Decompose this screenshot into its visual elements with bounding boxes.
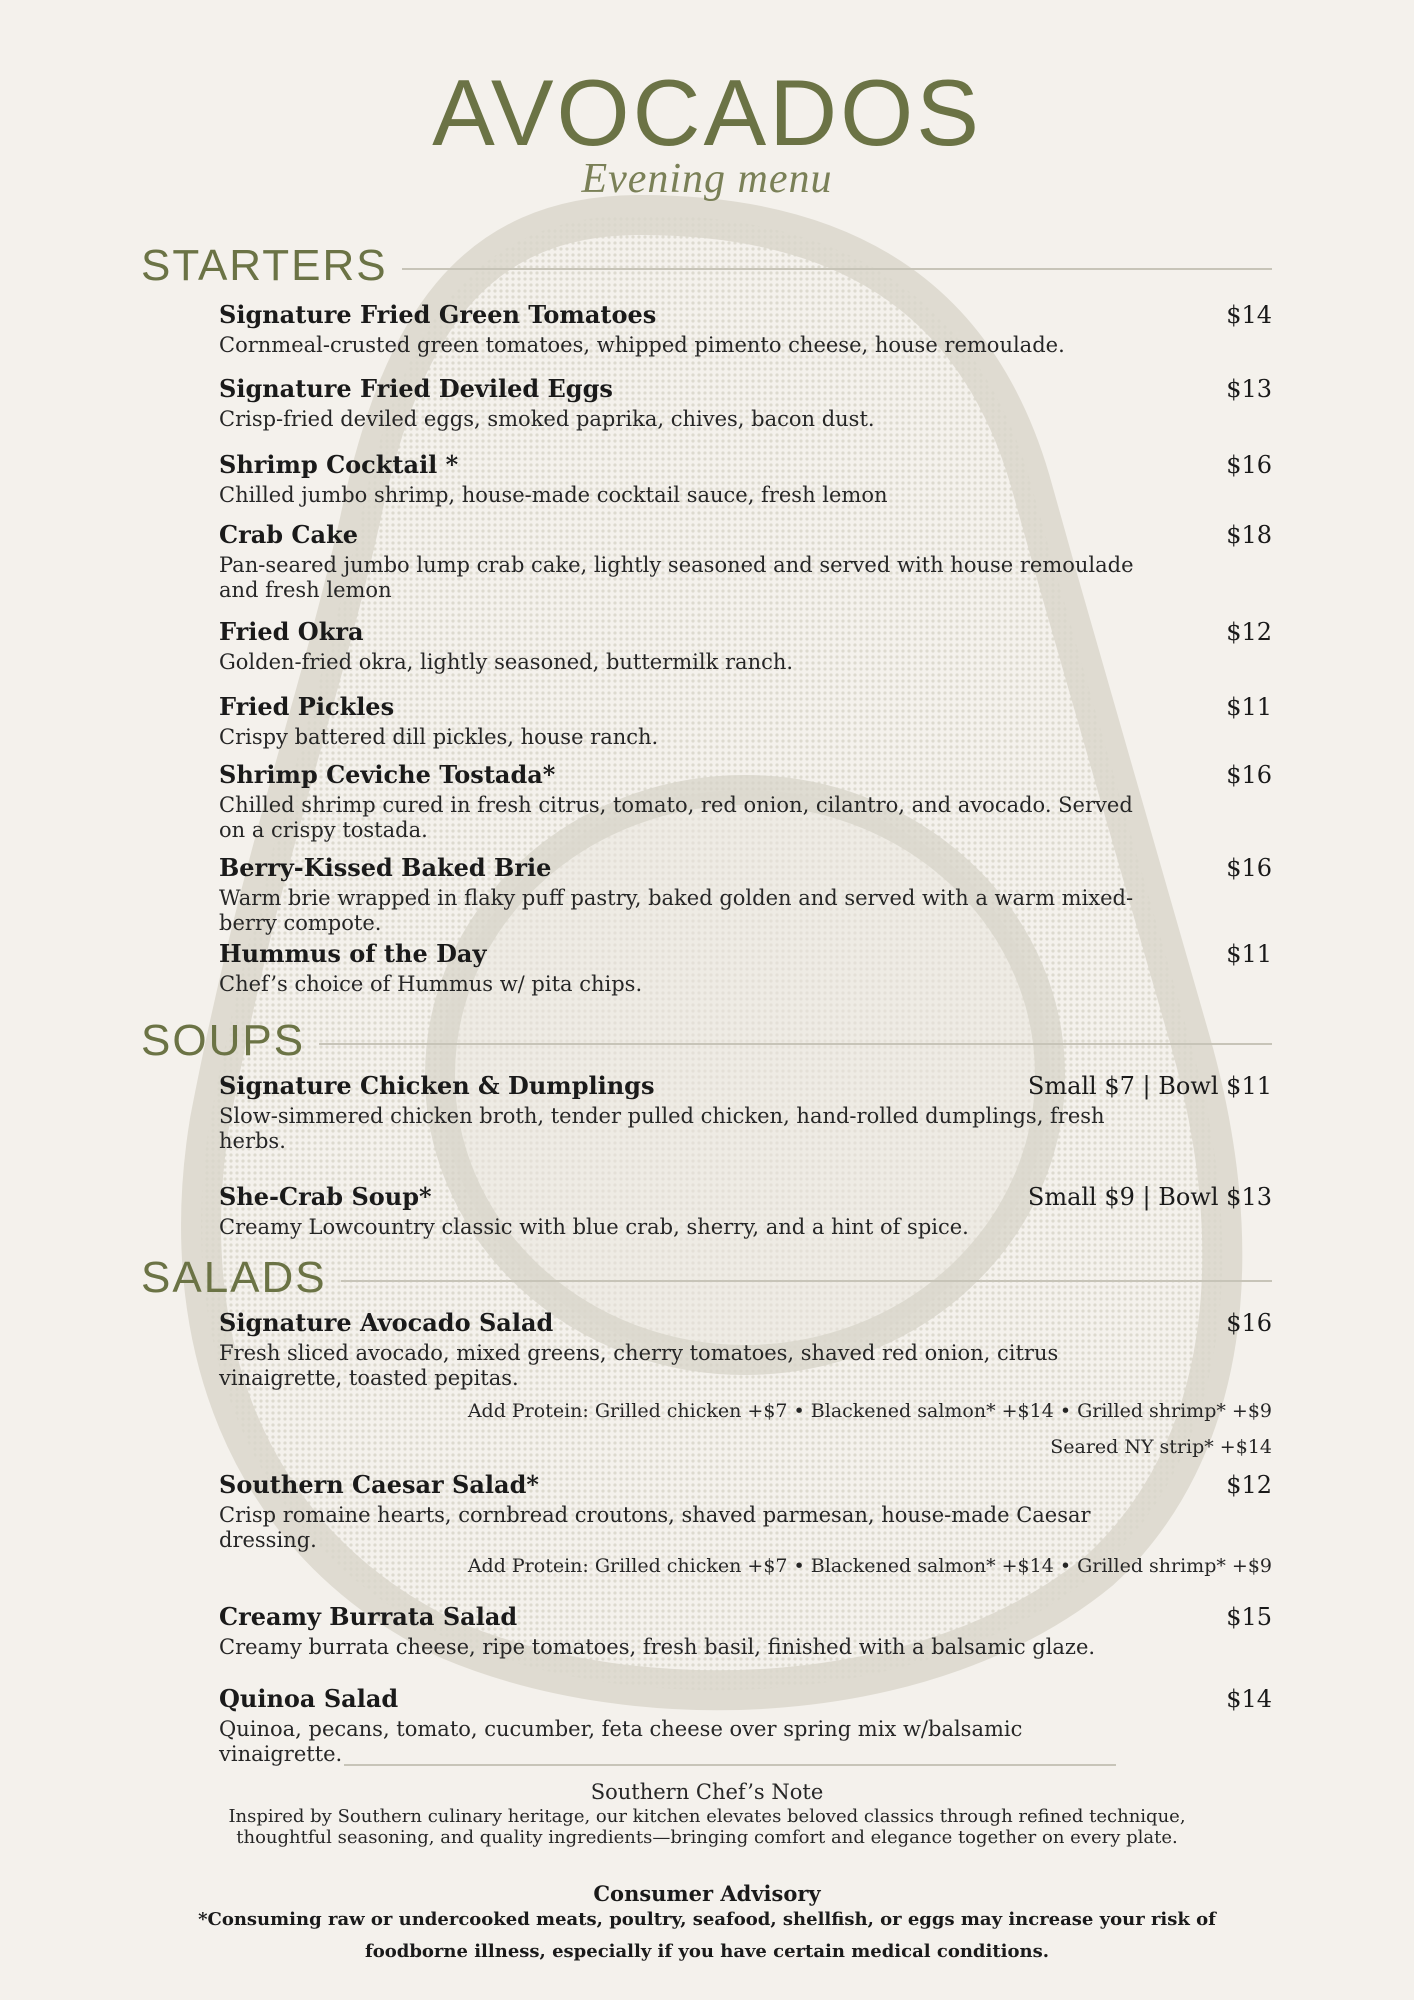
menu-item bbox=[219, 760, 1272, 843]
item-description: Warm brie wrapped in flaky puff pastry, baked golden and served with a warm mixed-berry compote. bbox=[219, 886, 1134, 935]
item-price: $11 bbox=[1226, 693, 1272, 721]
menu-item bbox=[219, 1470, 1272, 1553]
protein-addon: Seared NY strip* +$14 bbox=[1050, 1436, 1272, 1458]
item-description: Fresh sliced avocado, mixed greens, cherry tomatoes, shaved red onion, citrus vinaigrette, toasted pepitas. bbox=[219, 1341, 1059, 1390]
item-name: Hummus of the Day bbox=[219, 939, 487, 968]
menu-item bbox=[219, 692, 1272, 750]
item-price: $14 bbox=[1226, 301, 1272, 329]
menu-item bbox=[219, 1182, 1272, 1240]
item-price: $14 bbox=[1226, 1685, 1272, 1713]
section-header-starters bbox=[141, 242, 1272, 290]
section-title: STARTERS bbox=[141, 241, 388, 290]
item-price: $18 bbox=[1226, 521, 1272, 549]
section-divider bbox=[402, 268, 1272, 270]
item-name: Signature Fried Green Tomatoes bbox=[219, 300, 657, 329]
protein-addon: Add Protein: Grilled chicken +$7 • Blackened salmon* +$14 • Grilled shrimp* +$9 bbox=[467, 1555, 1272, 1577]
protein-addon: Add Protein: Grilled chicken +$7 • Blackened salmon* +$14 • Grilled shrimp* +$9 bbox=[467, 1400, 1272, 1422]
item-name: Crab Cake bbox=[219, 520, 358, 549]
item-description: Creamy burrata cheese, ripe tomatoes, fresh basil, finished with a balsamic glaze. bbox=[219, 1635, 1096, 1659]
menu-item bbox=[219, 1602, 1272, 1660]
item-description: Chef’s choice of Hummus w/ pita chips. bbox=[219, 972, 643, 996]
menu-item bbox=[219, 1684, 1272, 1767]
item-description: Crispy battered dill pickles, house ranch. bbox=[219, 725, 659, 749]
item-description: Chilled shrimp cured in fresh citrus, tomato, red onion, cilantro, and avocado. Served on a crispy tostada. bbox=[219, 793, 1133, 842]
section-divider bbox=[319, 1043, 1272, 1045]
item-price: $11 bbox=[1226, 940, 1272, 968]
item-description: Slow-simmered chicken broth, tender pulled chicken, hand-rolled dumplings, fresh herbs. bbox=[219, 1104, 1105, 1153]
item-price: $16 bbox=[1226, 761, 1272, 789]
item-description: Pan-seared jumbo lump crab cake, lightly seasoned and served with house remoulade and fresh lemon bbox=[219, 553, 1134, 602]
chef-note-body: Inspired by Southern culinary heritage, our kitchen elevates beloved classics through refined technique, thoughtful seasoning, and quality ingredients—bringing comfort and elegance together on every plate. bbox=[228, 1806, 1186, 1848]
section-title: SOUPS bbox=[141, 1016, 306, 1065]
menu-subtitle: Evening menu bbox=[581, 156, 833, 202]
item-name: Shrimp Cocktail * bbox=[219, 450, 459, 479]
menu-item bbox=[219, 450, 1272, 508]
item-description: Crisp-fried deviled eggs, smoked paprika, chives, bacon dust. bbox=[219, 407, 875, 431]
section-header-salads bbox=[141, 1254, 1272, 1302]
item-name: Southern Caesar Salad* bbox=[219, 1470, 539, 1499]
item-price: $16 bbox=[1226, 854, 1272, 882]
item-price: Small $9 | Bowl $13 bbox=[1027, 1183, 1272, 1211]
item-price: $16 bbox=[1226, 451, 1272, 479]
menu-item bbox=[219, 300, 1272, 358]
menu-item bbox=[219, 939, 1272, 997]
item-price: $12 bbox=[1226, 1471, 1272, 1499]
item-price: Small $7 | Bowl $11 bbox=[1027, 1072, 1272, 1100]
menu-item bbox=[219, 520, 1272, 603]
item-price: $15 bbox=[1226, 1603, 1272, 1631]
item-name: Creamy Burrata Salad bbox=[219, 1602, 518, 1631]
item-name: Fried Pickles bbox=[219, 692, 395, 721]
section-header-soups bbox=[141, 1017, 1272, 1065]
consumer-advisory-body: *Consuming raw or undercooked meats, poultry, seafood, shellfish, or eggs may increase your risk of foodborne illness, especially if you have certain medical conditions. bbox=[198, 1909, 1216, 1962]
item-name: She-Crab Soup* bbox=[219, 1182, 432, 1211]
item-name: Signature Avocado Salad bbox=[219, 1308, 554, 1337]
menu-item bbox=[219, 617, 1272, 675]
section-divider bbox=[341, 1280, 1272, 1282]
menu-item bbox=[219, 1071, 1272, 1154]
item-description: Creamy Lowcountry classic with blue crab, sherry, and a hint of spice. bbox=[219, 1215, 969, 1239]
section-title: SALADS bbox=[141, 1253, 327, 1302]
item-name: Signature Fried Deviled Eggs bbox=[219, 374, 613, 403]
item-name: Fried Okra bbox=[219, 617, 364, 646]
consumer-advisory-title: Consumer Advisory bbox=[593, 1881, 821, 1906]
item-price: $16 bbox=[1226, 1309, 1272, 1337]
footer-divider bbox=[344, 1764, 1116, 1766]
item-name: Quinoa Salad bbox=[219, 1684, 399, 1713]
item-name: Shrimp Ceviche Tostada* bbox=[219, 760, 556, 789]
menu-item bbox=[219, 1308, 1272, 1391]
item-description: Chilled jumbo shrimp, house-made cocktail sauce, fresh lemon bbox=[219, 483, 888, 507]
brand-title: AVOCADOS bbox=[432, 60, 982, 165]
menu-item bbox=[219, 853, 1272, 936]
item-name: Signature Chicken & Dumplings bbox=[219, 1071, 655, 1100]
menu-item bbox=[219, 374, 1272, 432]
item-description: Crisp romaine hearts, cornbread croutons, shaved parmesan, house-made Caesar dressing. bbox=[219, 1503, 1091, 1552]
item-price: $12 bbox=[1226, 618, 1272, 646]
item-description: Golden-fried okra, lightly seasoned, buttermilk ranch. bbox=[219, 650, 794, 674]
item-price: $13 bbox=[1226, 375, 1272, 403]
item-name: Berry-Kissed Baked Brie bbox=[219, 853, 552, 882]
item-description: Cornmeal-crusted green tomatoes, whipped pimento cheese, house remoulade. bbox=[219, 333, 1065, 357]
item-description: Quinoa, pecans, tomato, cucumber, feta cheese over spring mix w/balsamic vinaigrette. bbox=[219, 1717, 1023, 1766]
chef-note-title: Southern Chef’s Note bbox=[590, 1780, 824, 1804]
